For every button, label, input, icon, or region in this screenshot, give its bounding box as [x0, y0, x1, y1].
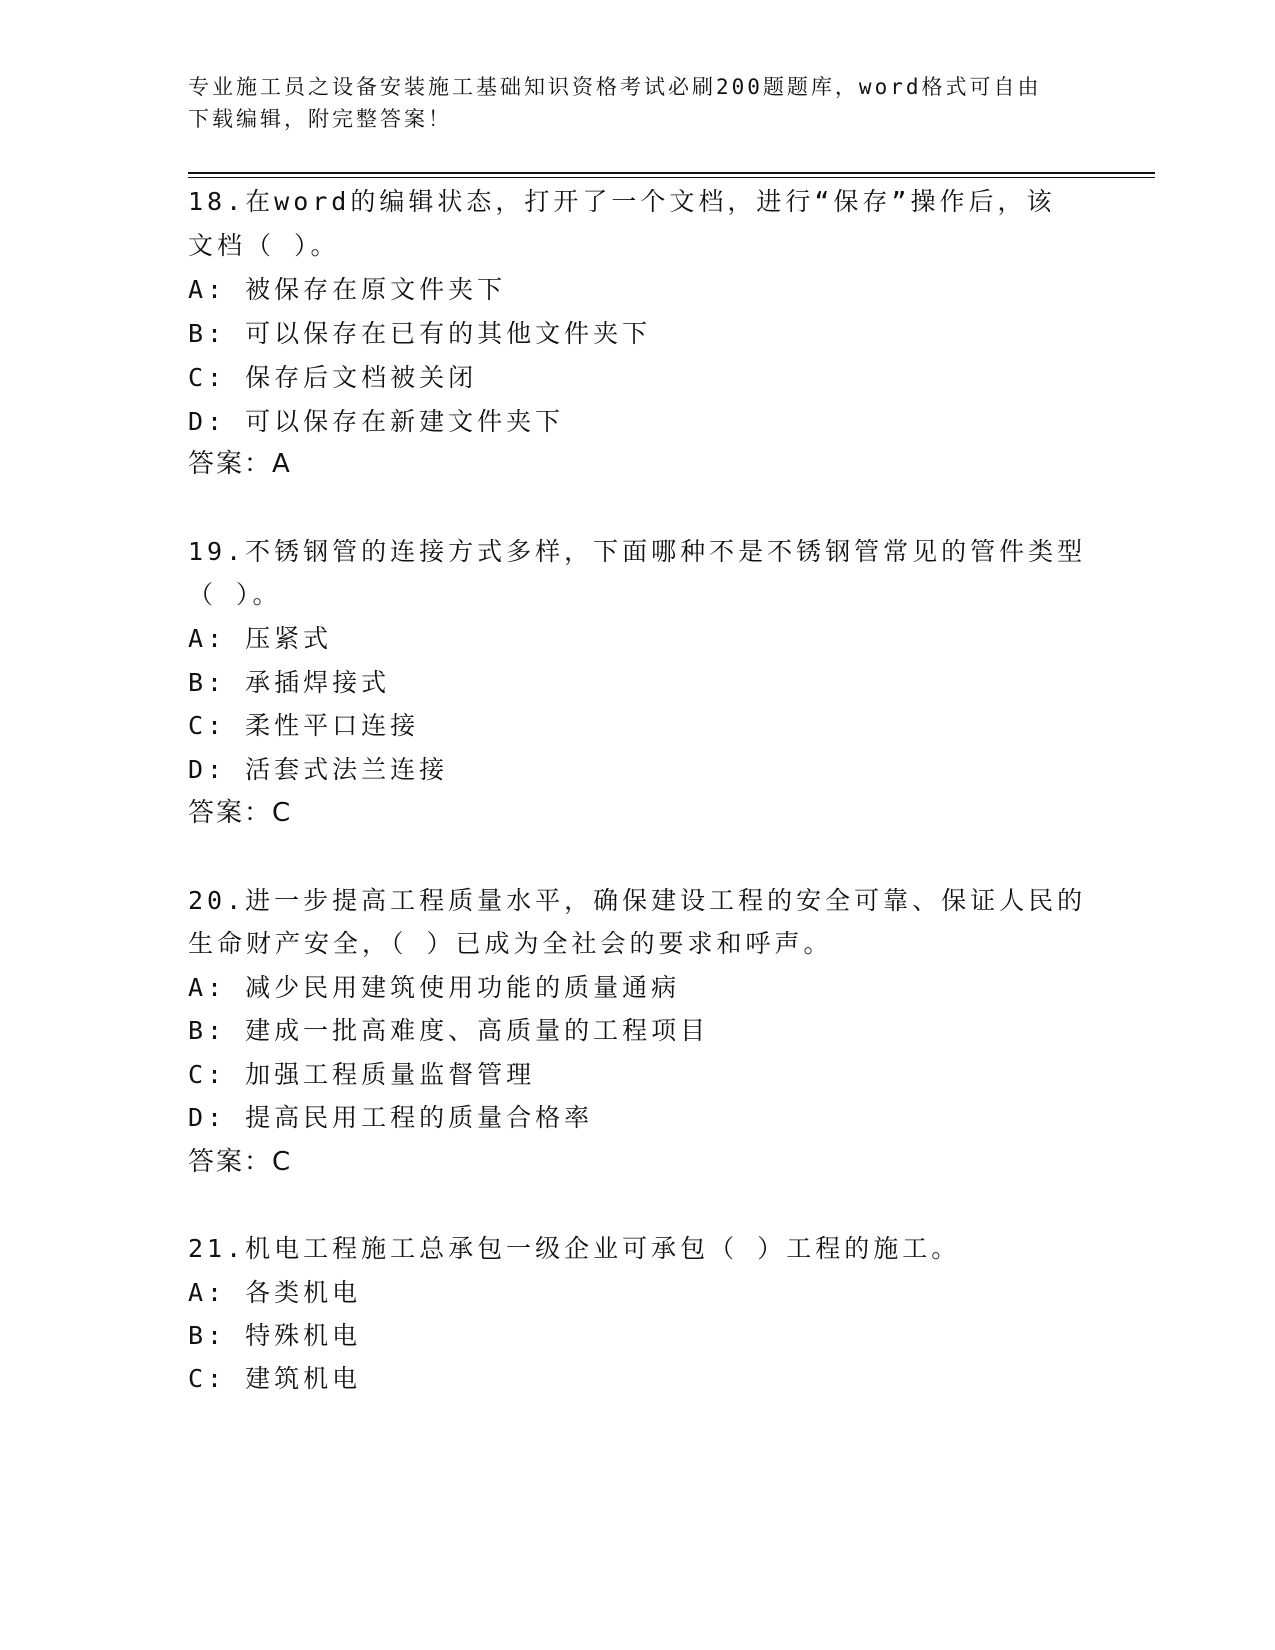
question-21-option-b: B: 特殊机电	[188, 1321, 362, 1350]
header-rule-thin	[188, 177, 1155, 178]
question-18-option-a: A: 被保存在原文件夹下	[188, 275, 507, 304]
question-20-answer: 答案：C	[188, 1147, 293, 1177]
question-18-stem-line-2: 文档（ ）。	[188, 231, 340, 260]
question-20-option-a: A: 减少民用建筑使用功能的质量通病	[188, 973, 681, 1002]
header-title-line-1: 专业施工员之设备安装施工基础知识资格考试必刷200题题库，word格式可自由	[188, 75, 1042, 99]
question-20-stem-line-2: 生命财产安全，（ ）已成为全社会的要求和呼声。	[188, 929, 833, 958]
header-title-line-2: 下载编辑，附完整答案！	[188, 107, 452, 131]
question-21-option-a: A: 各类机电	[188, 1278, 362, 1307]
question-21-stem-line-1: 21.机电工程施工总承包一级企业可承包（ ）工程的施工。	[188, 1234, 961, 1263]
question-20-option-d: D: 提高民用工程的质量合格率	[188, 1103, 594, 1132]
question-19-stem-line-2: （ ）。	[188, 580, 282, 609]
question-20-stem-line-1: 20.进一步提高工程质量水平，确保建设工程的安全可靠、保证人民的	[188, 886, 1087, 915]
question-18-option-c: C: 保存后文档被关闭	[188, 363, 478, 392]
question-19-stem-line-1: 19.不锈钢管的连接方式多样，下面哪种不是不锈钢管常见的管件类型	[188, 537, 1087, 566]
question-18-stem-line-1: 18.在word的编辑状态，打开了一个文档，进行“保存”操作后，该	[188, 187, 1056, 216]
question-18-option-b: B: 可以保存在已有的其他文件夹下	[188, 319, 652, 348]
question-19-option-b: B: 承插焊接式	[188, 668, 391, 697]
question-21-option-c: C: 建筑机电	[188, 1364, 362, 1393]
question-19-option-a: A: 压紧式	[188, 624, 333, 653]
question-19-option-c: C: 柔性平口连接	[188, 711, 420, 740]
question-20-option-b: B: 建成一批高难度、高质量的工程项目	[188, 1016, 710, 1045]
question-18-answer: 答案：A	[188, 449, 292, 479]
question-18-option-d: D: 可以保存在新建文件夹下	[188, 407, 565, 436]
question-19-option-d: D: 活套式法兰连接	[188, 755, 449, 784]
question-20-option-c: C: 加强工程质量监督管理	[188, 1060, 536, 1089]
header-rule-thick	[188, 172, 1155, 174]
question-19-answer: 答案：C	[188, 798, 293, 828]
